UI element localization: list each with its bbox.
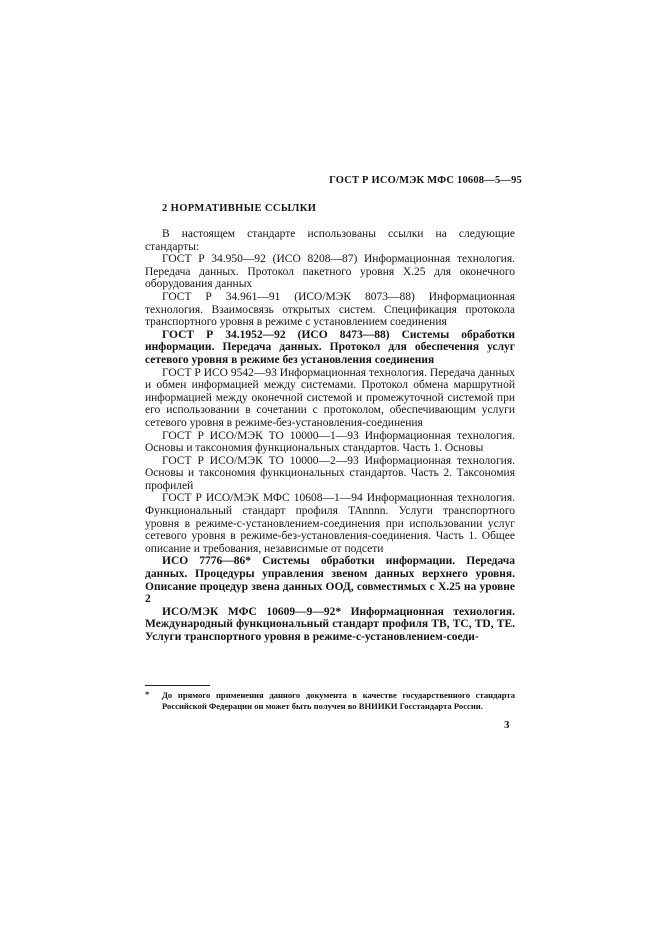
footnote-text: До прямого применения данного документа в качестве государственного стандарта Российской Федерации он может быть получен во ВНИИКИ Госстандарта России. [162, 690, 515, 711]
reference-entry: ГОСТ Р 34.961—91 (ИСО/МЭК 8073—88) Информационная технология. Взаимосвязь открытых систем. Спецификация протокола транспортного уровня в режиме с установлением соединения [145, 290, 515, 329]
page-number: 3 [504, 719, 510, 731]
section-title: 2 НОРМАТИВНЫЕ ССЫЛКИ [162, 203, 317, 214]
intro-paragraph: В настоящем стандарте использованы ссылки на следующие стандарты: [145, 228, 515, 253]
reference-entry: ИСО/МЭК МФС 10609—9—92* Информационная технология. Международный функциональный стандарт профиля ТВ, ТС, TD, ТЕ. Услуги транспортного уровня в режиме-с-установлением-соеди- [145, 605, 515, 643]
reference-entry: ГОСТ Р 34.950—92 (ИСО 8208—87) Информационная технология. Передача данных. Протокол пакетного уровня Х.25 для оконечного оборудования данных [145, 253, 515, 291]
footnote [145, 690, 515, 712]
reference-entry: ГОСТ Р ИСО/МЭК ТО 10000—2—93 Информационная технология. Основы и таксономия функциональных стандартов. Часть 2. Таксономия профилей [145, 454, 515, 492]
footnote-marker: * [145, 689, 150, 699]
reference-entry: ГОСТ Р ИСО/МЭК ТО 10000—1—93 Информационная технология. Основы и таксономия функциональных стандартов. Часть 1. Основы [145, 429, 515, 455]
footnote-divider [145, 685, 210, 686]
reference-entry: ИСО 7776—86* Системы обработки информации. Передача данных. Процедуры управления звеном данных верхнего уровня. Описание процедур звена данных ООД, совместимых с Х.25 на уровне 2 [145, 555, 515, 606]
reference-entry: ГОСТ Р ИСО/МЭК МФС 10608—1—94 Информационная технология. Функциональный стандарт профиля TAnnnn. Услуги транспортного уровня в режиме-с-установлением-соединения при использовании услуг сетевого уровня в режиме-без-установления-соединения. Часть 1. Общее описание и требования, независимые от подсети [145, 492, 515, 555]
reference-entry: ГОСТ Р ИСО 9542—93 Информационная технология. Передача данных и обмен информацией между системами. Протокол обмена маршрутной информацией между оконечной системой и промежуточной системой при его использовании в сочетании с протоколом, обеспечивающим услуги сетевого уровня в режиме-без-установления-соединения [145, 366, 515, 429]
page-header: ГОСТ Р ИСО/МЭК МФС 10608—5—95 [329, 175, 522, 186]
body-text [145, 228, 515, 644]
reference-entry: ГОСТ Р 34.1952—92 (ИСО 8473—88) Системы обработки информации. Передача данных. Протокол для обеспечения услуг сетевого уровня в режиме без установления соединения [145, 328, 515, 366]
